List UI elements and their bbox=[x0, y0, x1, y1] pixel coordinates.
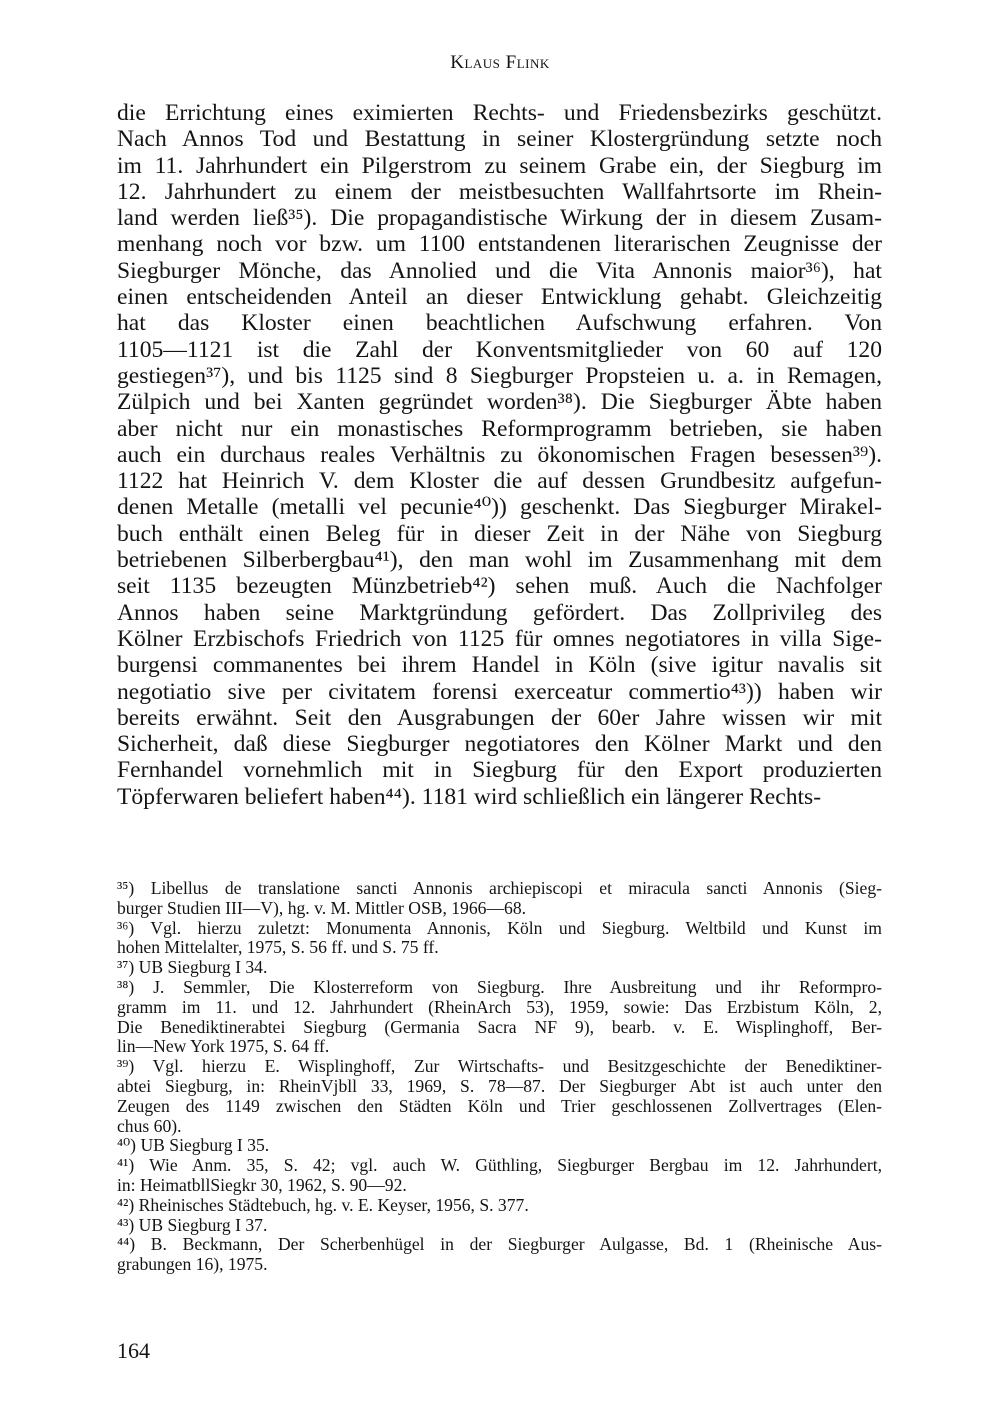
footnote-line: ³⁷) UB Siegburg I 34. bbox=[117, 957, 268, 978]
body-text bbox=[117, 100, 882, 810]
body-line: Siegburger Mönche, das Annolied und die Vita Annonis maior³⁶), hat bbox=[117, 257, 882, 284]
body-line: denen Metalle (metalli vel pecunie⁴⁰)) geschenkt. Das Siegburger Mirakel- bbox=[117, 494, 882, 521]
running-head: Klaus Flink bbox=[450, 52, 550, 73]
footnote-line: ³⁵) Libellus de translatione sancti Annonis archiepiscopi et miracula sancti Annonis (Sieg- bbox=[117, 878, 882, 898]
footnote-line: ⁴⁴) B. Beckmann, Der Scherbenhügel in der Siegburger Aulgasse, Bd. 1 (Rheinische Aus- bbox=[117, 1234, 882, 1255]
page-number: 164 bbox=[117, 1338, 150, 1363]
body-line: 1105—1121 ist die Zahl der Konventsmitglieder von 60 auf 120 bbox=[117, 336, 882, 363]
body-line: gestiegen³⁷), und bis 1125 sind 8 Siegburger Propsteien u. a. in Remagen, bbox=[117, 362, 882, 389]
body-line: Annos haben seine Marktgründung gefördert. Das Zollprivileg des bbox=[117, 599, 882, 626]
body-line: auch ein durchaus reales Verhältnis zu ökonomischen Fragen besessen³⁹). bbox=[117, 441, 882, 468]
footnote-line: Die Benediktinerabtei Siegburg (Germania Sacra NF 9), bearb. v. E. Wisplinghoff, Ber- bbox=[117, 1016, 882, 1037]
footnote-line: ⁴¹) Wie Anm. 35, S. 42; vgl. auch W. Güthling, Siegburger Bergbau im 12. Jahrhundert, bbox=[117, 1155, 882, 1176]
body-line: 1122 hat Heinrich V. dem Kloster die auf dessen Grundbesitz aufgefun- bbox=[117, 468, 882, 495]
body-line: im 11. Jahrhundert ein Pilgerstrom zu seinem Grabe ein, der Siegburg im bbox=[117, 152, 882, 179]
footnote-line: chus 60). bbox=[117, 1115, 182, 1136]
body-line: seit 1135 bezeugten Münzbetrieb⁴²) sehen muß. Auch die Nachfolger bbox=[117, 573, 882, 600]
body-line: hat das Kloster einen beachtlichen Aufschwung erfahren. Von bbox=[117, 310, 882, 337]
footnote-line: abtei Siegburg, in: RheinVjbll 33, 1969, S. 78—87. Der Siegburger Abt ist auch unter den bbox=[117, 1075, 882, 1096]
footnote-line: gramm im 11. und 12. Jahrhundert (RheinArch 53), 1959, sowie: Das Erzbistum Köln, 2, bbox=[117, 996, 882, 1017]
footnotes bbox=[117, 879, 882, 1275]
body-line: Töpferwaren beliefert haben⁴⁴). 1181 wird schließlich ein längerer Rechts- bbox=[117, 783, 822, 810]
body-line: Nach Annos Tod und Bestattung in seiner Klostergründung setzte noch bbox=[117, 126, 882, 153]
footnote-line: lin—New York 1975, S. 64 ff. bbox=[117, 1036, 330, 1057]
footnote-line: in: HeimatbllSiegkr 30, 1962, S. 90—92. bbox=[117, 1174, 407, 1195]
body-line: menhang noch vor bzw. um 1100 entstandenen literarischen Zeugnisse der bbox=[117, 231, 882, 258]
body-line: burgensi commanentes bei ihrem Handel in Köln (sive igitur navalis sit bbox=[117, 652, 882, 679]
body-line: Sicherheit, daß diese Siegburger negotiatores den Kölner Markt und den bbox=[117, 731, 882, 758]
body-line: land werden ließ³⁵). Die propagandistische Wirkung der in diesem Zusam- bbox=[117, 205, 882, 232]
body-line: Zülpich und bei Xanten gegründet worden³⁸). Die Siegburger Äbte haben bbox=[117, 389, 882, 416]
body-line: bereits erwähnt. Seit den Ausgrabungen der 60er Jahre wissen wir mit bbox=[117, 704, 882, 731]
footnote-line: hohen Mittelalter, 1975, S. 56 ff. und S. 75 ff. bbox=[117, 937, 439, 958]
body-line: negotiatio sive per civitatem forensi exerceatur commertio⁴³)) haben wir bbox=[117, 678, 882, 705]
footnote-line: burger Studien III—V), hg. v. M. Mittler OSB, 1966—68. bbox=[117, 897, 527, 918]
footnote-line: ³⁹) Vgl. hierzu E. Wisplinghoff, Zur Wirtschafts- und Besitzgeschichte der Benediktiner- bbox=[117, 1056, 882, 1077]
body-line: einen entscheidenden Anteil an dieser Entwicklung gehabt. Gleichzeitig bbox=[117, 284, 882, 311]
body-line: Fernhandel vornehmlich mit in Siegburg für den Export produzierten bbox=[117, 757, 882, 784]
body-line: betriebenen Silberbergbau⁴¹), den man wohl im Zusammenhang mit dem bbox=[117, 547, 882, 574]
footnote-line: Zeugen des 1149 zwischen den Städten Köln und Trier geschlossenen Zollvertrages (Elen- bbox=[117, 1095, 882, 1116]
footnote-line: ³⁸) J. Semmler, Die Klosterreform von Siegburg. Ihre Ausbreitung und ihr Reformpro- bbox=[117, 976, 882, 997]
body-line: buch enthält einen Beleg für in dieser Zeit in der Nähe von Siegburg bbox=[117, 520, 882, 547]
footnote-line: ³⁶) Vgl. hierzu zuletzt: Monumenta Annonis, Köln und Siegburg. Weltbild und Kunst im bbox=[117, 917, 882, 938]
body-line: aber nicht nur ein monastisches Reformprogramm betrieben, sie haben bbox=[117, 415, 882, 442]
footnote-line: ⁴²) Rheinisches Städtebuch, hg. v. E. Keyser, 1956, S. 377. bbox=[117, 1194, 529, 1215]
body-line: Kölner Erzbischofs Friedrich von 1125 für omnes negotiatores in villa Sige- bbox=[117, 625, 882, 652]
footnote-line: ⁴⁰) UB Siegburg I 35. bbox=[117, 1135, 270, 1156]
body-line: 12. Jahrhundert zu einem der meistbesuchten Wallfahrtsorte im Rhein- bbox=[117, 178, 882, 205]
footnote-line: ⁴³) UB Siegburg I 37. bbox=[117, 1214, 268, 1235]
footnote-line: grabungen 16), 1975. bbox=[117, 1254, 268, 1275]
body-line: die Errichtung eines eximierten Rechts- und Friedensbezirks geschützt. bbox=[117, 100, 882, 126]
